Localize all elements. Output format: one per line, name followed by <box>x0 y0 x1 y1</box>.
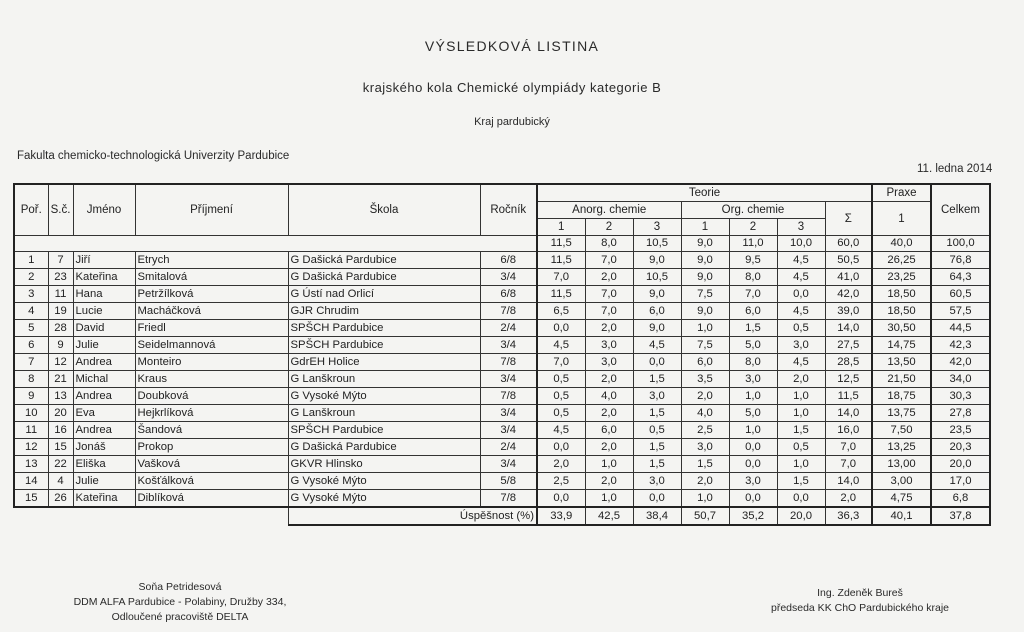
table-row <box>14 303 990 320</box>
surname-cell: Etrych <box>135 252 288 269</box>
success-cell: 50,7 <box>681 507 729 525</box>
anorg-3-cell: 0,5 <box>633 422 681 439</box>
school-cell: G Lanškroun <box>288 405 480 422</box>
org-3-cell: 0,5 <box>777 439 825 456</box>
grade-cell: 3/4 <box>480 405 537 422</box>
signature-right-name: Ing. Zdeněk Bureš <box>817 587 903 599</box>
anorg-3-cell: 9,0 <box>633 320 681 337</box>
anorg-1-cell: 6,5 <box>537 303 585 320</box>
anorg-2-cell: 2,0 <box>585 269 633 286</box>
number-cell: 19 <box>48 303 73 320</box>
anorg-1-cell: 11,5 <box>537 286 585 303</box>
anorg-3-cell: 0,0 <box>633 490 681 508</box>
rank-cell: 4 <box>14 303 48 320</box>
first-name-cell: Jonáš <box>73 439 135 456</box>
anorg-3-cell: 0,0 <box>633 354 681 371</box>
number-cell: 28 <box>48 320 73 337</box>
org-2-cell: 0,0 <box>729 456 777 473</box>
total-cell: 64,3 <box>931 269 990 286</box>
grade-cell: 3/4 <box>480 371 537 388</box>
school-cell: G Dašická Pardubice <box>288 252 480 269</box>
col-header-teorie: Teorie <box>537 184 872 202</box>
number-cell: 21 <box>48 371 73 388</box>
table-row <box>14 439 990 456</box>
max-cell: 8,0 <box>585 236 633 252</box>
signature-left-address: DDM ALFA Pardubice - Polabiny, Družby 334, <box>73 596 287 608</box>
praxe-cell: 26,25 <box>872 252 931 269</box>
org-1-cell: 9,0 <box>681 269 729 286</box>
table-row <box>14 490 990 508</box>
table-row <box>14 388 990 405</box>
anorg-2-cell: 6,0 <box>585 422 633 439</box>
first-name-cell: Kateřina <box>73 269 135 286</box>
signature-right-role: předseda KK ChO Pardubického kraje <box>770 602 950 614</box>
org-1-cell: 3,5 <box>681 371 729 388</box>
praxe-cell: 18,50 <box>872 303 931 320</box>
rank-cell: 9 <box>14 388 48 405</box>
theory-sum-cell: 7,0 <box>825 439 872 456</box>
table-row <box>14 286 990 303</box>
anorg-2-cell: 1,0 <box>585 456 633 473</box>
anorg-2-cell: 2,0 <box>585 371 633 388</box>
praxe-cell: 13,25 <box>872 439 931 456</box>
anorg-3-cell: 1,5 <box>633 456 681 473</box>
col-header-praxe: Praxe <box>872 184 931 202</box>
org-1-cell: 9,0 <box>681 252 729 269</box>
theory-sum-cell: 41,0 <box>825 269 872 286</box>
total-cell: 60,5 <box>931 286 990 303</box>
org-3-cell: 1,5 <box>777 473 825 490</box>
praxe-cell: 13,50 <box>872 354 931 371</box>
org-1-cell: 2,0 <box>681 473 729 490</box>
number-cell: 20 <box>48 405 73 422</box>
grade-cell: 3/4 <box>480 422 537 439</box>
max-cell: 40,0 <box>872 236 931 252</box>
grade-cell: 3/4 <box>480 456 537 473</box>
rank-cell: 14 <box>14 473 48 490</box>
table-row <box>14 371 990 388</box>
org-2-cell: 8,0 <box>729 269 777 286</box>
anorg-2-cell: 2,0 <box>585 439 633 456</box>
school-cell: SPŠCH Pardubice <box>288 320 480 337</box>
anorg-1-cell: 2,5 <box>537 473 585 490</box>
number-cell: 11 <box>48 286 73 303</box>
surname-cell: Šandová <box>135 422 288 439</box>
success-spacer <box>14 507 288 525</box>
success-cell: 42,5 <box>585 507 633 525</box>
org-2-cell: 6,0 <box>729 303 777 320</box>
table-row <box>14 405 990 422</box>
first-name-cell: Andrea <box>73 388 135 405</box>
school-cell: G Vysoké Mýto <box>288 490 480 508</box>
grade-cell: 7/8 <box>480 388 537 405</box>
surname-cell: Prokop <box>135 439 288 456</box>
col-header-sigma: Σ <box>825 202 872 236</box>
org-1-cell: 1,0 <box>681 490 729 508</box>
date-label: 11. ledna 2014 <box>917 163 993 175</box>
org-3-cell: 0,0 <box>777 490 825 508</box>
theory-sum-cell: 42,0 <box>825 286 872 303</box>
col-header-org: Org. chemie <box>681 202 825 219</box>
grade-cell: 7/8 <box>480 490 537 508</box>
rank-cell: 12 <box>14 439 48 456</box>
col-header-anorg: Anorg. chemie <box>537 202 681 219</box>
praxe-cell: 23,25 <box>872 269 931 286</box>
anorg-3-cell: 1,5 <box>633 371 681 388</box>
table-row <box>14 320 990 337</box>
praxe-cell: 14,75 <box>872 337 931 354</box>
org-1-cell: 4,0 <box>681 405 729 422</box>
surname-cell: Doubková <box>135 388 288 405</box>
praxe-cell: 4,75 <box>872 490 931 508</box>
anorg-2-cell: 3,0 <box>585 337 633 354</box>
rank-cell: 15 <box>14 490 48 508</box>
praxe-cell: 21,50 <box>872 371 931 388</box>
rank-cell: 10 <box>14 405 48 422</box>
first-name-cell: Andrea <box>73 354 135 371</box>
number-cell: 23 <box>48 269 73 286</box>
col-header-sub: 3 <box>633 219 681 236</box>
grade-cell: 2/4 <box>480 320 537 337</box>
org-3-cell: 2,0 <box>777 371 825 388</box>
surname-cell: Diblíková <box>135 490 288 508</box>
praxe-cell: 13,75 <box>872 405 931 422</box>
rank-cell: 5 <box>14 320 48 337</box>
anorg-2-cell: 2,0 <box>585 473 633 490</box>
surname-cell: Friedl <box>135 320 288 337</box>
anorg-3-cell: 9,0 <box>633 286 681 303</box>
org-2-cell: 3,0 <box>729 473 777 490</box>
org-2-cell: 0,0 <box>729 490 777 508</box>
surname-cell: Petržílková <box>135 286 288 303</box>
max-cell: 11,5 <box>537 236 585 252</box>
first-name-cell: Hana <box>73 286 135 303</box>
surname-cell: Kraus <box>135 371 288 388</box>
surname-cell: Vašková <box>135 456 288 473</box>
first-name-cell: Eva <box>73 405 135 422</box>
org-3-cell: 0,0 <box>777 286 825 303</box>
anorg-3-cell: 1,5 <box>633 439 681 456</box>
col-header-por: Poř. <box>14 184 48 236</box>
school-cell: G Dašická Pardubice <box>288 269 480 286</box>
praxe-cell: 13,00 <box>872 456 931 473</box>
anorg-1-cell: 0,5 <box>537 388 585 405</box>
surname-cell: Monteiro <box>135 354 288 371</box>
surname-cell: Seidelmannová <box>135 337 288 354</box>
total-cell: 57,5 <box>931 303 990 320</box>
max-cell: 11,0 <box>729 236 777 252</box>
org-3-cell: 3,0 <box>777 337 825 354</box>
grade-cell: 7/8 <box>480 354 537 371</box>
anorg-2-cell: 2,0 <box>585 320 633 337</box>
col-header-sub: 2 <box>729 219 777 236</box>
first-name-cell: Lucie <box>73 303 135 320</box>
col-header-sc: S.č. <box>48 184 73 236</box>
org-1-cell: 7,5 <box>681 337 729 354</box>
school-cell: GKVR Hlinsko <box>288 456 480 473</box>
org-3-cell: 4,5 <box>777 269 825 286</box>
anorg-1-cell: 7,0 <box>537 269 585 286</box>
anorg-2-cell: 3,0 <box>585 354 633 371</box>
success-cell: 20,0 <box>777 507 825 525</box>
org-3-cell: 4,5 <box>777 303 825 320</box>
org-1-cell: 2,0 <box>681 388 729 405</box>
first-name-cell: Michal <box>73 371 135 388</box>
anorg-1-cell: 0,5 <box>537 371 585 388</box>
rank-cell: 8 <box>14 371 48 388</box>
table-row <box>14 354 990 371</box>
anorg-1-cell: 7,0 <box>537 354 585 371</box>
number-cell: 4 <box>48 473 73 490</box>
anorg-2-cell: 4,0 <box>585 388 633 405</box>
total-cell: 6,8 <box>931 490 990 508</box>
col-header-sub: 1 <box>537 219 585 236</box>
total-cell: 17,0 <box>931 473 990 490</box>
rank-cell: 3 <box>14 286 48 303</box>
anorg-3-cell: 4,5 <box>633 337 681 354</box>
col-header-celkem: Celkem <box>931 184 990 236</box>
org-1-cell: 2,5 <box>681 422 729 439</box>
max-cell: 60,0 <box>825 236 872 252</box>
first-name-cell: David <box>73 320 135 337</box>
school-cell: G Lanškroun <box>288 371 480 388</box>
col-header-skola: Škola <box>288 184 480 236</box>
school-cell: G Dašická Pardubice <box>288 439 480 456</box>
number-cell: 22 <box>48 456 73 473</box>
col-header-prijmeni: Příjmení <box>135 184 288 236</box>
grade-cell: 7/8 <box>480 303 537 320</box>
praxe-cell: 30,50 <box>872 320 931 337</box>
total-cell: 23,5 <box>931 422 990 439</box>
theory-sum-cell: 50,5 <box>825 252 872 269</box>
anorg-3-cell: 1,5 <box>633 405 681 422</box>
table-row <box>14 422 990 439</box>
praxe-cell: 3,00 <box>872 473 931 490</box>
praxe-cell: 7,50 <box>872 422 931 439</box>
org-3-cell: 4,5 <box>777 252 825 269</box>
school-cell: SPŠCH Pardubice <box>288 337 480 354</box>
total-cell: 42,3 <box>931 337 990 354</box>
total-cell: 20,3 <box>931 439 990 456</box>
col-header-jmeno: Jméno <box>73 184 135 236</box>
anorg-3-cell: 10,5 <box>633 269 681 286</box>
success-cell: 36,3 <box>825 507 872 525</box>
max-points-row <box>14 236 990 252</box>
col-header-sub: 1 <box>681 219 729 236</box>
number-cell: 9 <box>48 337 73 354</box>
anorg-2-cell: 1,0 <box>585 490 633 508</box>
rank-cell: 1 <box>14 252 48 269</box>
success-row <box>14 507 990 525</box>
org-1-cell: 7,5 <box>681 286 729 303</box>
col-header-sub: 2 <box>585 219 633 236</box>
grade-cell: 3/4 <box>480 269 537 286</box>
grade-cell: 6/8 <box>480 252 537 269</box>
success-cell: 35,2 <box>729 507 777 525</box>
signature-left-name: Soňa Petridesová <box>138 581 222 593</box>
anorg-1-cell: 0,0 <box>537 490 585 508</box>
surname-cell: Košťálková <box>135 473 288 490</box>
signature-left-workplace: Odloučené pracoviště DELTA <box>111 611 249 623</box>
rank-cell: 7 <box>14 354 48 371</box>
number-cell: 15 <box>48 439 73 456</box>
total-cell: 76,8 <box>931 252 990 269</box>
total-cell: 20,0 <box>931 456 990 473</box>
max-cell: 10,0 <box>777 236 825 252</box>
org-2-cell: 1,5 <box>729 320 777 337</box>
grade-cell: 2/4 <box>480 439 537 456</box>
anorg-1-cell: 2,0 <box>537 456 585 473</box>
theory-sum-cell: 12,5 <box>825 371 872 388</box>
theory-sum-cell: 14,0 <box>825 473 872 490</box>
org-1-cell: 1,5 <box>681 456 729 473</box>
org-2-cell: 8,0 <box>729 354 777 371</box>
school-cell: GJR Chrudim <box>288 303 480 320</box>
anorg-3-cell: 6,0 <box>633 303 681 320</box>
surname-cell: Hejkrlíková <box>135 405 288 422</box>
success-cell: 38,4 <box>633 507 681 525</box>
signature-left <box>0 580 360 625</box>
anorg-1-cell: 4,5 <box>537 422 585 439</box>
first-name-cell: Julie <box>73 473 135 490</box>
max-cell: 10,5 <box>633 236 681 252</box>
theory-sum-cell: 27,5 <box>825 337 872 354</box>
signature-right <box>720 586 1000 616</box>
org-3-cell: 1,0 <box>777 456 825 473</box>
table-row <box>14 269 990 286</box>
org-1-cell: 9,0 <box>681 303 729 320</box>
theory-sum-cell: 28,5 <box>825 354 872 371</box>
success-cell: 37,8 <box>931 507 990 525</box>
org-1-cell: 6,0 <box>681 354 729 371</box>
org-2-cell: 9,5 <box>729 252 777 269</box>
org-2-cell: 7,0 <box>729 286 777 303</box>
surname-cell: Smitalová <box>135 269 288 286</box>
org-3-cell: 1,5 <box>777 422 825 439</box>
org-2-cell: 0,0 <box>729 439 777 456</box>
org-3-cell: 4,5 <box>777 354 825 371</box>
rank-cell: 11 <box>14 422 48 439</box>
col-header-sub: 3 <box>777 219 825 236</box>
praxe-cell: 18,50 <box>872 286 931 303</box>
theory-sum-cell: 11,5 <box>825 388 872 405</box>
org-2-cell: 5,0 <box>729 337 777 354</box>
table-row <box>14 473 990 490</box>
anorg-2-cell: 2,0 <box>585 405 633 422</box>
anorg-1-cell: 4,5 <box>537 337 585 354</box>
first-name-cell: Julie <box>73 337 135 354</box>
max-cell: 9,0 <box>681 236 729 252</box>
number-cell: 12 <box>48 354 73 371</box>
number-cell: 16 <box>48 422 73 439</box>
anorg-1-cell: 0,0 <box>537 439 585 456</box>
school-cell: SPŠCH Pardubice <box>288 422 480 439</box>
total-cell: 42,0 <box>931 354 990 371</box>
grade-cell: 6/8 <box>480 286 537 303</box>
grade-cell: 3/4 <box>480 337 537 354</box>
org-3-cell: 1,0 <box>777 405 825 422</box>
region-label: Kraj pardubický <box>474 116 550 128</box>
success-cell: 40,1 <box>872 507 931 525</box>
anorg-1-cell: 0,5 <box>537 405 585 422</box>
number-cell: 26 <box>48 490 73 508</box>
anorg-2-cell: 7,0 <box>585 252 633 269</box>
theory-sum-cell: 2,0 <box>825 490 872 508</box>
total-cell: 27,8 <box>931 405 990 422</box>
school-cell: GdrEH Holice <box>288 354 480 371</box>
col-header-praxe-sub: 1 <box>872 202 931 236</box>
school-cell: G Vysoké Mýto <box>288 388 480 405</box>
rank-cell: 13 <box>14 456 48 473</box>
first-name-cell: Eliška <box>73 456 135 473</box>
org-2-cell: 1,0 <box>729 388 777 405</box>
document-title: VÝSLEDKOVÁ LISTINA <box>424 38 600 54</box>
grade-cell: 5/8 <box>480 473 537 490</box>
max-cell: 100,0 <box>931 236 990 252</box>
success-cell: 33,9 <box>537 507 585 525</box>
theory-sum-cell: 7,0 <box>825 456 872 473</box>
table-row <box>14 337 990 354</box>
anorg-3-cell: 3,0 <box>633 473 681 490</box>
org-1-cell: 1,0 <box>681 320 729 337</box>
total-cell: 44,5 <box>931 320 990 337</box>
rank-cell: 2 <box>14 269 48 286</box>
theory-sum-cell: 16,0 <box>825 422 872 439</box>
org-2-cell: 3,0 <box>729 371 777 388</box>
table-row <box>14 456 990 473</box>
col-header-rocnik: Ročník <box>480 184 537 236</box>
faculty-label: Fakulta chemicko-technologická Univerzity Pardubice <box>17 150 290 162</box>
first-name-cell: Andrea <box>73 422 135 439</box>
theory-sum-cell: 14,0 <box>825 320 872 337</box>
surname-cell: Macháčková <box>135 303 288 320</box>
org-1-cell: 3,0 <box>681 439 729 456</box>
org-3-cell: 0,5 <box>777 320 825 337</box>
table-row <box>14 252 990 269</box>
school-cell: G Ústí nad Orlicí <box>288 286 480 303</box>
org-3-cell: 1,0 <box>777 388 825 405</box>
number-cell: 13 <box>48 388 73 405</box>
anorg-1-cell: 0,0 <box>537 320 585 337</box>
theory-sum-cell: 14,0 <box>825 405 872 422</box>
results-table <box>13 183 991 526</box>
school-cell: G Vysoké Mýto <box>288 473 480 490</box>
results-body <box>14 252 990 508</box>
number-cell: 7 <box>48 252 73 269</box>
first-name-cell: Kateřina <box>73 490 135 508</box>
anorg-2-cell: 7,0 <box>585 286 633 303</box>
theory-sum-cell: 39,0 <box>825 303 872 320</box>
max-points-spacer <box>14 236 537 252</box>
first-name-cell: Jiří <box>73 252 135 269</box>
anorg-1-cell: 11,5 <box>537 252 585 269</box>
success-label: Úspěšnost (%) <box>288 507 537 525</box>
praxe-cell: 18,75 <box>872 388 931 405</box>
org-2-cell: 1,0 <box>729 422 777 439</box>
anorg-3-cell: 9,0 <box>633 252 681 269</box>
total-cell: 30,3 <box>931 388 990 405</box>
document-subtitle: krajského kola Chemické olympiády kategorie B <box>362 80 662 95</box>
rank-cell: 6 <box>14 337 48 354</box>
anorg-3-cell: 3,0 <box>633 388 681 405</box>
org-2-cell: 5,0 <box>729 405 777 422</box>
total-cell: 34,0 <box>931 371 990 388</box>
anorg-2-cell: 7,0 <box>585 303 633 320</box>
